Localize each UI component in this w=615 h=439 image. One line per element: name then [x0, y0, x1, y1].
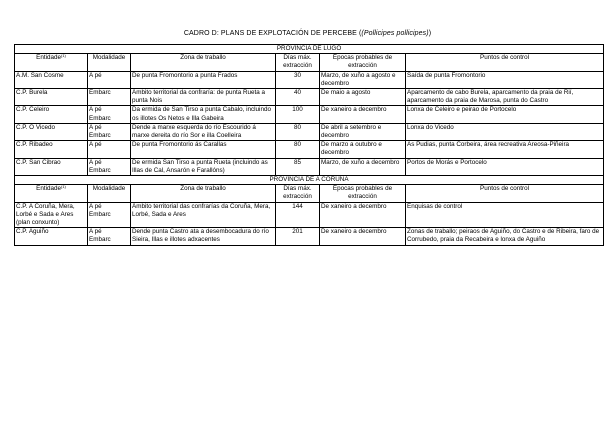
cell-modalidade: A pé	[88, 141, 131, 158]
header-puntos: Puntos de control	[406, 54, 604, 71]
cell-zona: De ermida San Tirso a punta Rueta (incluindo as Illas de Cal, Ansarón e Farallóns)	[131, 158, 276, 175]
header-puntos: Puntos de control	[406, 185, 604, 202]
table-row	[15, 202, 604, 228]
header-entidade-label: Entidade	[36, 54, 61, 62]
header-entidade-sup: (1)	[60, 53, 66, 59]
cell-puntos: Zonas de traballo; peiraos de Aguiño, do Castro e de Ribeira, faro de Corrubedo, praia da Recabeira e lonxa de Aguiño	[406, 228, 604, 245]
cell-modalidade: A pé	[88, 71, 131, 88]
table-row	[15, 141, 604, 158]
header-dias: Días máx. extracción	[276, 185, 320, 202]
cell-epocas: De xaneiro a decembro	[320, 228, 406, 245]
cell-epocas: De maio a agosto	[320, 89, 406, 106]
cell-entidade: C.P. A Coruña, Mera, Lorbé e Sada e Ares (plan conxunto)	[15, 202, 88, 228]
cell-puntos: Enquisas de control	[406, 202, 604, 228]
cell-modalidade: A pé Embarc	[88, 202, 131, 228]
header-zona: Zona de traballo	[131, 54, 276, 71]
table-body	[15, 45, 604, 246]
cell-entidade: C.P. Aguiño	[15, 228, 88, 245]
table-row	[15, 71, 604, 88]
cell-zona: De punta Fromontorio a punta Frados	[131, 71, 276, 88]
header-row-coruna	[15, 185, 604, 202]
cell-entidade: C.P. Ribadeo	[15, 141, 88, 158]
cell-dias: 85	[276, 158, 320, 175]
cell-entidade: C.P. Burela	[15, 89, 88, 106]
cell-zona: Dende a marxe esquerda do río Escourido á marxe dereita do río Sor e illa Coelleira	[131, 123, 276, 140]
cell-modalidade: A pé Embarc	[88, 123, 131, 140]
header-entidade	[15, 54, 88, 71]
cell-epocas: De xaneiro a decembro	[320, 202, 406, 228]
document-title	[0, 30, 615, 37]
cell-dias: 40	[276, 89, 320, 106]
cell-puntos: Aparcamento de cabo Burela, aparcamento da praia de Rií, aparcamento da praia de Marosa, punta do Castro	[406, 89, 604, 106]
table-row	[15, 228, 604, 245]
cell-puntos: As Pudias, punta Corbeira, área recreativa Areosa-Piñeira	[406, 141, 604, 158]
cell-entidade: C.P. O Vicedo	[15, 123, 88, 140]
cell-epocas: Marzo, de xuño a agosto e decembro	[320, 71, 406, 88]
province-coruna: PROVINCIA DE A CORUÑA	[15, 176, 604, 185]
cell-modalidade: A pé Embarc	[88, 228, 131, 245]
header-epocas: Épocas probables de extracción	[320, 185, 406, 202]
table-row	[15, 123, 604, 140]
cell-dias: 80	[276, 141, 320, 158]
cell-modalidade: A pé Embarc	[88, 158, 131, 175]
header-epocas: Épocas probables de extracción	[320, 54, 406, 71]
cell-puntos: Portos de Morás e Portocelo	[406, 158, 604, 175]
cell-entidade: A.M. San Cosme	[15, 71, 88, 88]
cell-zona: Da ermida de San Tirso a punta Cabalo, incluindo os illotes Os Netos e Illa Gabeira	[131, 106, 276, 123]
title-text: CADRO D: PLANS DE EXPLOTACIÓN DE PERCEBE	[183, 30, 357, 37]
header-dias: Días máx. extracción	[276, 54, 320, 71]
cell-zona: Dende punta Castro ata a desembocadura do río Sieira, Illas e illotes adxacentes	[131, 228, 276, 245]
header-entidade-label: Entidade	[36, 185, 61, 193]
cell-puntos: Saída de punta Fromontorio	[406, 71, 604, 88]
title-species: (Pollicipes pollicipes)	[361, 30, 429, 37]
province-row-coruna	[15, 176, 604, 185]
header-modalidade: Modalidade	[88, 185, 131, 202]
cell-zona: Ámbito territorial das confrarías da Coruña, Mera, Lorbé, Sada e Ares	[131, 202, 276, 228]
cell-zona: Ámbito territorial da confraría: de punta Rueta a punta Nois	[131, 89, 276, 106]
cell-epocas: De abril a setembro e decembro	[320, 123, 406, 140]
cell-modalidade: Embarc	[88, 89, 131, 106]
header-modalidade: Modalidade	[88, 54, 131, 71]
table-row	[15, 158, 604, 175]
province-row-lugo	[15, 45, 604, 54]
cell-dias: 144	[276, 202, 320, 228]
table-row	[15, 106, 604, 123]
header-row-lugo	[15, 54, 604, 71]
title-paren-open: (	[356, 30, 362, 37]
header-zona: Zona de traballo	[131, 185, 276, 202]
percebe-plans-table	[14, 44, 604, 246]
table-row	[15, 89, 604, 106]
title-paren-close: )	[428, 30, 432, 37]
header-entidade	[15, 185, 88, 202]
cell-zona: De punta Fromontorio ás Carallas	[131, 141, 276, 158]
cell-dias: 30	[276, 71, 320, 88]
cell-dias: 100	[276, 106, 320, 123]
cell-epocas: Marzo, de xuño a decembro	[320, 158, 406, 175]
cell-epocas: De xaneiro a decembro	[320, 106, 406, 123]
header-entidade-sup: (1)	[60, 184, 66, 190]
cell-dias: 80	[276, 123, 320, 140]
province-lugo: PROVINCIA DE LUGO	[15, 45, 604, 54]
cell-puntos: Lonxa de Celeiro e peirao de Portocelo	[406, 106, 604, 123]
cell-entidade: C.P. Celeiro	[15, 106, 88, 123]
cell-modalidade: A pé Embarc	[88, 106, 131, 123]
cell-epocas: De marzo a outubro e decembro	[320, 141, 406, 158]
cell-puntos: Lonxa do Vicedo	[406, 123, 604, 140]
cell-entidade: C.P. San Cibrao	[15, 158, 88, 175]
cell-dias: 201	[276, 228, 320, 245]
